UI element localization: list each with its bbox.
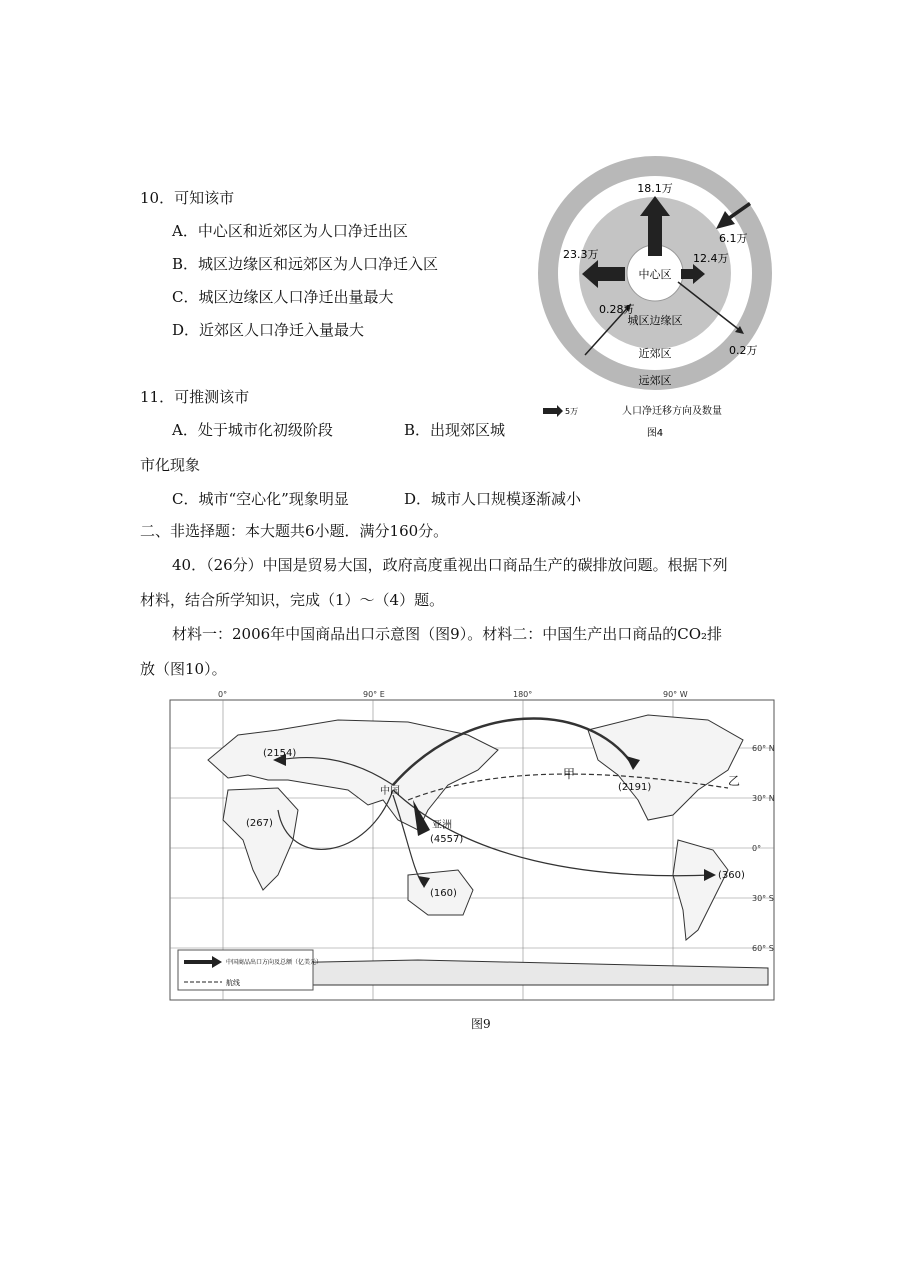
lat-0: 0° <box>752 844 762 853</box>
q10-stem: 10．可知该市 <box>140 189 235 207</box>
q40-line1: 40．（26分）中国是贸易大国，政府高度重视出口商品生产的碳排放问题。根据下列 <box>172 556 728 574</box>
q10-option-a: A．中心区和近郊区为人口净迁出区 <box>172 222 408 240</box>
lat-30n: 30° N <box>752 794 775 803</box>
value-oceania: (160) <box>430 888 457 899</box>
legend-arrow <box>543 405 563 417</box>
lat-30s: 30° S <box>752 894 774 903</box>
value-europe: (2154) <box>263 748 297 759</box>
lon-180: 180° <box>513 690 533 699</box>
value-africa: (267) <box>246 818 273 829</box>
lon-90e: 90° E <box>363 690 385 699</box>
lat-60n: 60° N <box>752 744 775 753</box>
label-left: 23.3万 <box>563 248 599 261</box>
figure-9 <box>168 690 788 1002</box>
far-label: 远郊区 <box>638 374 672 387</box>
q10-option-b: B．城区边缘区和远郊区为人口净迁入区 <box>172 255 439 273</box>
jia-label: 甲 <box>563 767 576 781</box>
q11-option-a: A．处于城市化初级阶段 <box>172 421 333 439</box>
figure-4-caption: 图4 <box>646 428 664 439</box>
lon-0: 0° <box>218 690 228 699</box>
q11-option-c: C．城市“空心化”现象明显 <box>172 490 349 508</box>
legend-arrow-text: 中国商品出口方向及总额（亿美元） <box>226 959 323 966</box>
world-map <box>168 690 788 1002</box>
label-right: 12.4万 <box>693 252 729 265</box>
value-north-america: (2191) <box>618 782 652 793</box>
legend-text: 人口净迁移方向及数量 <box>622 406 722 417</box>
section-heading: 二、非选择题：本大题共6小题．满分160分。 <box>140 522 449 540</box>
q10-option-d: D．近郊区人口净迁入量最大 <box>172 321 365 339</box>
yi-label: 乙 <box>728 774 741 788</box>
map-legend <box>178 950 313 990</box>
q40-line4: 放（图10）。 <box>140 660 227 678</box>
q11-stem: 11．可推测该市 <box>140 388 250 406</box>
lon-90w: 90° W <box>663 690 688 699</box>
label-northeast: 6.1万 <box>719 232 748 245</box>
figure-4-diagram <box>515 150 795 450</box>
label-edge-in: 0.28万 <box>599 303 635 316</box>
q40-line3: 材料一：2006年中国商品出口示意图（图9）。材料二：中国生产出口商品的CO₂排 <box>172 625 723 643</box>
q11-option-d: D．城市人口规模逐渐减小 <box>404 490 582 508</box>
label-up: 18.1万 <box>637 182 673 195</box>
label-out: 0.2万 <box>729 344 758 357</box>
near-label: 近郊区 <box>638 347 672 360</box>
q40-line2: 材料，结合所学知识，完成（1）～（4）题。 <box>140 591 445 609</box>
center-label: 中心区 <box>638 268 672 281</box>
lat-60s: 60° S <box>752 944 774 953</box>
edge-label: 城区边缘区 <box>627 314 683 327</box>
q11-option-b: B．出现郊区城 <box>404 421 506 439</box>
value-asia: (4557) <box>430 834 464 845</box>
asia-label: 亚洲 <box>432 820 452 831</box>
value-south-america: (360) <box>718 870 745 881</box>
china-label: 中国 <box>380 786 400 797</box>
legend-scale: 5万 <box>565 407 579 416</box>
figure-4 <box>515 150 795 450</box>
figure-9-caption: 图9 <box>471 1017 491 1031</box>
q11-option-b-cont: 市化现象 <box>140 456 201 474</box>
legend-dash-text: 航线 <box>226 979 240 987</box>
q10-option-c: C．城区边缘区人口净迁出量最大 <box>172 288 394 306</box>
